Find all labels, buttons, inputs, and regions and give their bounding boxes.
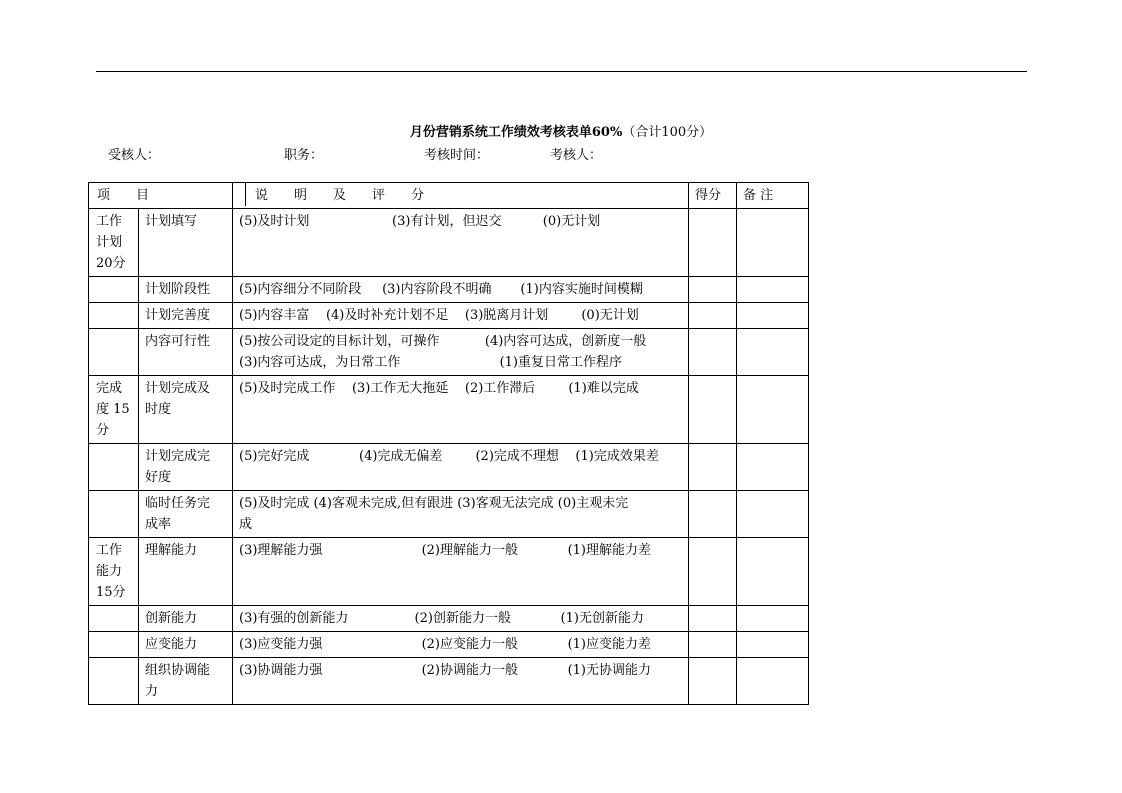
table-row: [89, 632, 809, 658]
description-cell: (5)及时计划 (3)有计划，但迟交 (0)无计划: [233, 209, 689, 277]
score-cell: [689, 444, 737, 491]
description-cell: (5)内容丰富 (4)及时补充计划不足 (3)脱离月计划 (0)无计划: [233, 303, 689, 329]
header-score: 得分: [689, 183, 737, 209]
table-row: [89, 491, 809, 538]
remark-cell: [737, 329, 809, 376]
header-remark: 备 注: [737, 183, 809, 209]
description-cell: (5)内容细分不同阶段 (3)内容阶段不明确 (1)内容实施时间模糊: [233, 277, 689, 303]
description-cell: (3)应变能力强 (2)应变能力一般 (1)应变能力差: [233, 632, 689, 658]
item-cell: 计划完成及 时度: [139, 376, 233, 444]
category-cell: 工作 计划 20分: [89, 209, 139, 277]
document-title: [0, 121, 1122, 140]
position-label: 职务：: [284, 148, 324, 163]
score-cell: [689, 376, 737, 444]
category-cell: [89, 632, 139, 658]
description-cell: (3)协调能力强 (2)协调能力一般 (1)无协调能力: [233, 658, 689, 705]
remark-cell: [737, 658, 809, 705]
time-label: 考核时间：: [424, 148, 490, 163]
remark-cell: [737, 538, 809, 606]
title-main: 月份营销系统工作绩效考核表单60%: [409, 125, 623, 140]
score-cell: [689, 303, 737, 329]
table-row: [89, 658, 809, 705]
score-cell: [689, 329, 737, 376]
remark-cell: [737, 277, 809, 303]
table-row: [89, 303, 809, 329]
table-row: [89, 209, 809, 277]
score-cell: [689, 538, 737, 606]
table-row: [89, 329, 809, 376]
table-row: [89, 444, 809, 491]
category-cell: [89, 444, 139, 491]
table-row: [89, 606, 809, 632]
description-cell: (5)及时完成工作 (3)工作无大拖延 (2)工作滞后 (1)难以完成: [233, 376, 689, 444]
table-row: [89, 376, 809, 444]
category-cell: [89, 329, 139, 376]
description-cell: (3)有强的创新能力 (2)创新能力一般 (1)无创新能力: [233, 606, 689, 632]
header-item-divider: [245, 183, 246, 206]
item-cell: 计划完善度: [139, 303, 233, 329]
description-cell: (5)按公司设定的目标计划，可操作 (4)内容可达成，创新度一般 (3)内容可达成，为日常工作 (1)重复日常工作程序: [233, 329, 689, 376]
score-cell: [689, 606, 737, 632]
score-cell: [689, 209, 737, 277]
description-cell: (5)及时完成 (4)客观未完成,但有跟进 (3)客观无法完成 (0)主观未完 成: [233, 491, 689, 538]
header-item-cell: [89, 183, 233, 209]
remark-cell: [737, 632, 809, 658]
assessor-label: 考核人：: [550, 148, 603, 163]
table-row: [89, 277, 809, 303]
category-cell: 工作 能力 15分: [89, 538, 139, 606]
table-row: [89, 538, 809, 606]
score-cell: [689, 491, 737, 538]
category-cell: [89, 491, 139, 538]
category-cell: [89, 277, 139, 303]
item-cell: 计划阶段性: [139, 277, 233, 303]
score-cell: [689, 658, 737, 705]
assessee-label: 受核人：: [108, 148, 161, 163]
item-cell: 计划填写: [139, 209, 233, 277]
header-desc: 说 明 及 评 分: [233, 183, 689, 209]
remark-cell: [737, 209, 809, 277]
description-cell: (3)理解能力强 (2)理解能力一般 (1)理解能力差: [233, 538, 689, 606]
item-cell: 内容可行性: [139, 329, 233, 376]
score-cell: [689, 277, 737, 303]
table-header-row: [89, 183, 809, 209]
score-cell: [689, 632, 737, 658]
category-cell: [89, 658, 139, 705]
remark-cell: [737, 606, 809, 632]
item-cell: 临时任务完 成率: [139, 491, 233, 538]
header-rule: [96, 71, 1027, 72]
item-cell: 应变能力: [139, 632, 233, 658]
header-item: 项 目: [97, 188, 150, 203]
remark-cell: [737, 444, 809, 491]
category-cell: [89, 606, 139, 632]
description-cell: (5)完好完成 (4)完成无偏差 (2)完成不理想 (1)完成效果差: [233, 444, 689, 491]
remark-cell: [737, 376, 809, 444]
item-cell: 创新能力: [139, 606, 233, 632]
assessment-table: [88, 182, 809, 705]
title-sub: （合计100分）: [622, 125, 713, 140]
item-cell: 计划完成完 好度: [139, 444, 233, 491]
remark-cell: [737, 303, 809, 329]
item-cell: 组织协调能 力: [139, 658, 233, 705]
category-cell: [89, 303, 139, 329]
item-cell: 理解能力: [139, 538, 233, 606]
category-cell: 完成 度 15 分: [89, 376, 139, 444]
remark-cell: [737, 491, 809, 538]
